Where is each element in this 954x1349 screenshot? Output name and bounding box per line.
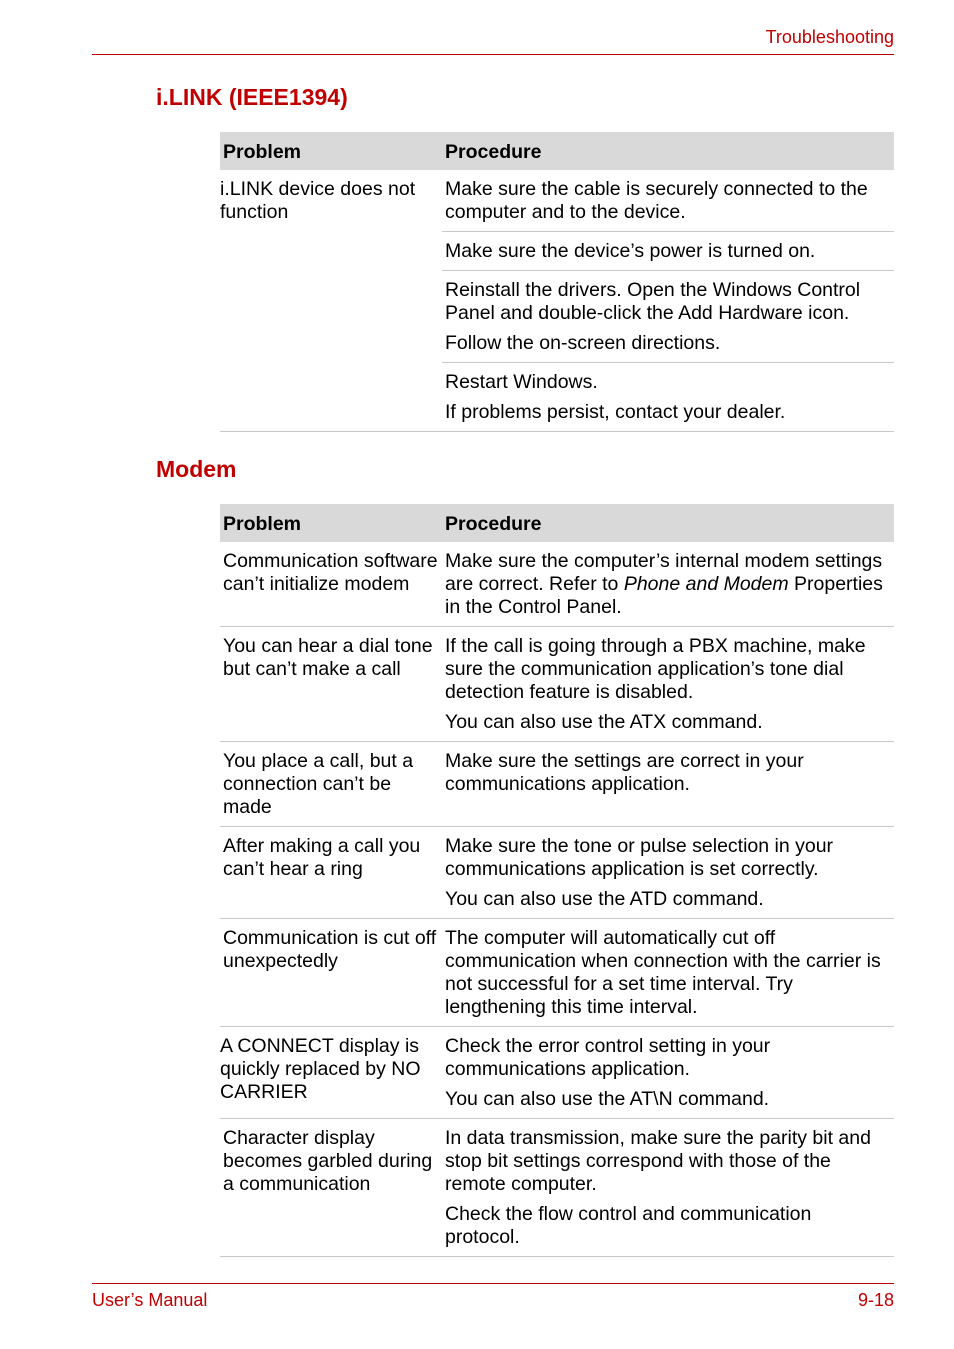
table-row [220,627,894,742]
table-row [220,1119,894,1257]
table-row [220,1027,894,1119]
footer-page-number: 9-18 [857,1290,894,1310]
problem-cell: Character display becomes garbled during a communication [220,1119,442,1257]
problem-cell: After making a call you can’t hear a ring [220,827,442,919]
col-problem-header: Problem [220,132,442,170]
footer-rule [92,1283,894,1284]
problem-cell: You place a call, but a connection can’t be made [220,742,442,827]
procedure-cell: Check the error control setting in your communications application. You can also use the AT\N command. [442,1027,894,1119]
problem-cell: Communication is cut off unexpectedly [220,919,442,1027]
ilink-table [220,132,894,432]
col-procedure-header: Procedure [442,132,894,170]
ilink-procedure-4: Restart Windows. If problems persist, contact your dealer. [442,363,894,432]
table-row [220,542,894,627]
ilink-procedure-3: Reinstall the drivers. Open the Windows Control Panel and double-click the Add Hardware icon. Follow the on-screen directions. [442,271,894,363]
running-header: Troubleshooting [765,27,894,47]
problem-cell: You can hear a dial tone but can’t make a call [220,627,442,742]
procedure-cell: Make sure the settings are correct in your communications application. [442,742,894,827]
footer-manual-title: User’s Manual [92,1290,208,1310]
ilink-problem: i.LINK device does not function [220,170,442,432]
ilink-heading: i.LINK (IEEE1394) [156,84,348,110]
procedure-cell: Make sure the tone or pulse selection in your communications application is set correctly. You can also use the ATD command. [442,827,894,919]
table-row [220,742,894,827]
problem-cell: Communication software can’t initialize modem [220,542,442,627]
procedure-cell: The computer will automatically cut off communication when connection with the carrier is not successful for a set time interval. Try lengthening this time interval. [442,919,894,1027]
modem-heading: Modem [156,456,237,482]
table-row [220,827,894,919]
ilink-procedure-2: Make sure the device’s power is turned on. [442,232,894,271]
header-rule [92,54,894,55]
ilink-procedure-1: Make sure the cable is securely connected to the computer and to the device. [442,170,894,232]
procedure-cell: If the call is going through a PBX machine, make sure the communication application’s tone dial detection feature is disabled. You can also use the ATX command. [442,627,894,742]
problem-cell: A CONNECT display is quickly replaced by NO CARRIER [220,1027,442,1119]
procedure-cell: Make sure the computer’s internal modem settings are correct. Refer to Phone and Modem Properties in the Control Panel. [442,542,894,627]
col-problem-header: Problem [220,504,442,542]
col-procedure-header: Procedure [442,504,894,542]
table-row [220,919,894,1027]
modem-table [220,504,894,1257]
procedure-cell: In data transmission, make sure the parity bit and stop bit settings correspond with those of the remote computer. Check the flow control and communication protocol. [442,1119,894,1257]
